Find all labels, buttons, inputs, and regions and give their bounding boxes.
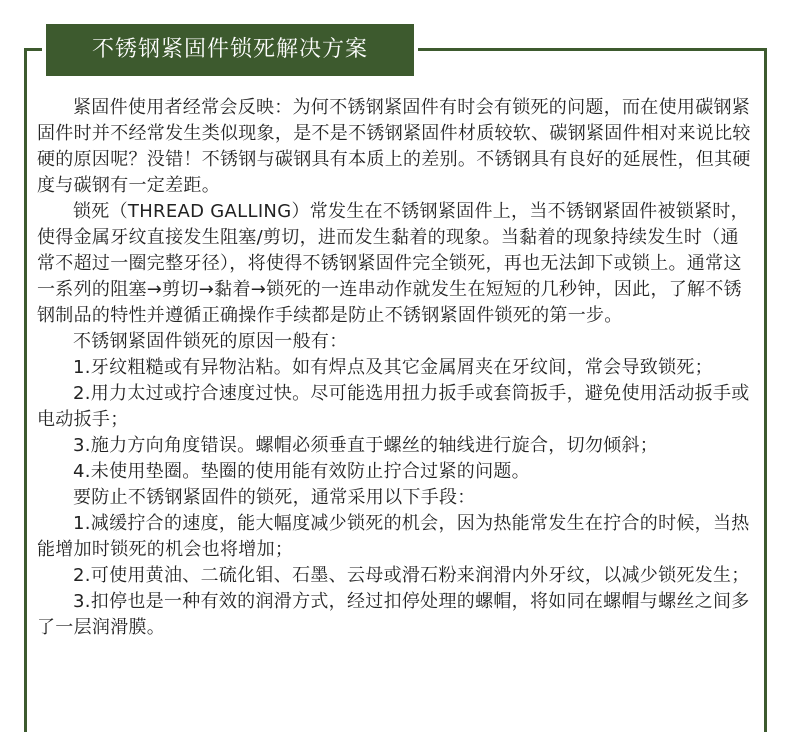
paragraph-intro: 紧固件使用者经常会反映：为何不锈钢紧固件有时会有锁死的问题，而在使用碳钢紧固件时并不经常发生类似现象，是不是不锈钢紧固件材质较软、碳钢紧固件相对来说比较硬的原因呢？没错！不锈钢与碳钢具有本质上的差别。不锈钢具有良好的延展性，但其硬度与碳钢有一定差距。 [37,97,751,196]
list-item-solution-3: 3.扣停也是一种有效的润滑方式，经过扣停处理的螺帽，将如同在螺帽与螺丝之间多了一层润滑膜。 [37,591,750,638]
list-item-solution-1: 1.减缓拧合的速度，能大幅度减少锁死的机会，因为热能常发生在拧合的时候，当热能增加时锁死的机会也将增加； [37,513,750,560]
page-title: 不锈钢紧固件锁死解决方案 [46,24,414,76]
list-item-solution-2: 2.可使用黄油、二硫化钼、石墨、云母或滑石粉来润滑内外牙纹，以减少锁死发生； [73,565,750,586]
paragraph-galling: 锁死（THREAD GALLING）常发生在不锈钢紧固件上，当不锈钢紧固件被锁紧时，使得金属牙纹直接发生阻塞/剪切，进而发生黏着的现象。当黏着的现象持续发生时（通常不超过一圈完整牙径），将使得不锈钢紧固件完全锁死，再也无法卸下或锁上。通常这一系列的阻塞→剪切→黏着→锁死的一连串动作就发生在短短的几秒钟，因此，了解不锈钢制品的特性并遵循正确操作手续都是防止不锈钢紧固件锁死的第一步。 [37,201,749,326]
article-body [37,95,753,641]
list-item-cause-1: 1.牙纹粗糙或有异物沾粘。如有焊点及其它金属屑夹在牙纹间，常会导致锁死； [73,357,713,378]
list-item-cause-2: 2.用力太过或拧合速度过快。尽可能选用扭力扳手或套筒扳手，避免使用活动扳手或电动扳手； [37,383,750,430]
paragraph-causes-heading: 不锈钢紧固件锁死的原因一般有： [73,331,348,352]
list-item-cause-3: 3.施力方向角度错误。螺帽必须垂直于螺丝的轴线进行旋合，切勿倾斜； [73,435,659,456]
list-item-cause-4: 4.未使用垫圈。垫圈的使用能有效防止拧合过紧的问题。 [73,461,530,482]
paragraph-solutions-heading: 要防止不锈钢紧固件的锁死，通常采用以下手段： [73,487,476,508]
